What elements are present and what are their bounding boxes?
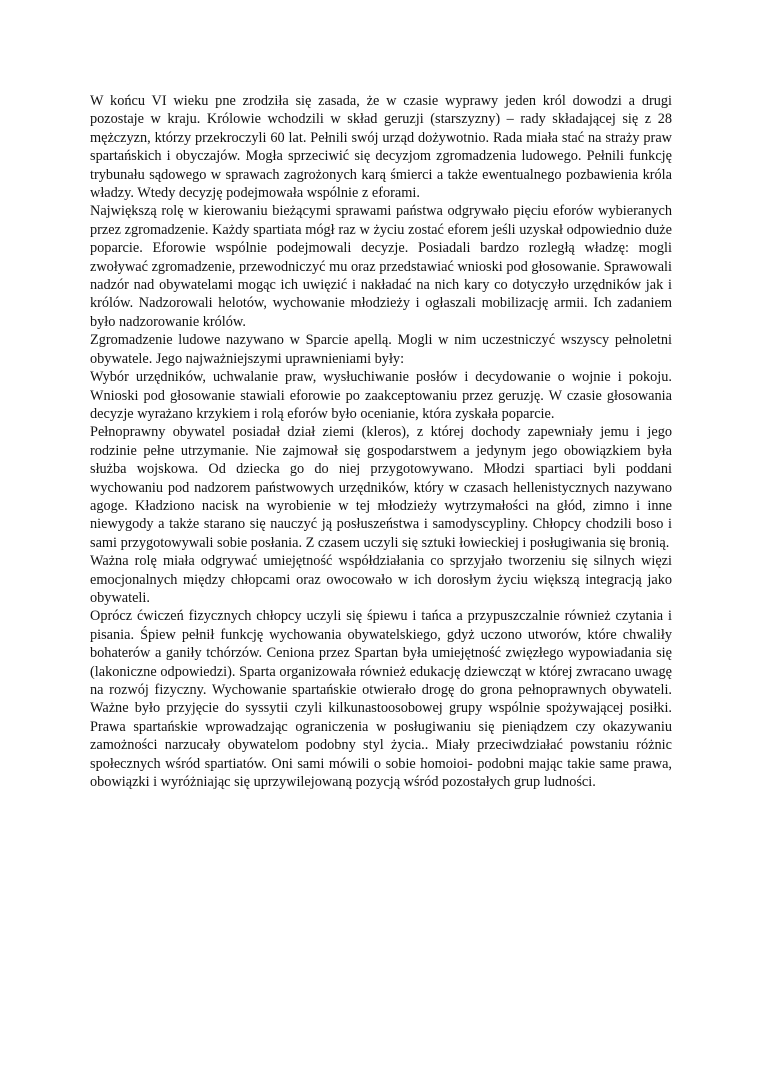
paragraph-kings-geruzja: W końcu VI wieku pne zrodziła się zasada, że w czasie wyprawy jeden król dowodzi a drugi pozostaje w kraju. Królowie wchodzili w skład geruzji (starszyzny) – rady składającej się z 28 mężczyzn, którzy przekroczyli 60 lat. Pełnili swój urząd dożywotnio. Rada miała stać na straży praw spartańskich i obyczajów. Mogła sprzeciwić się decyzjom zgromadzenia ludowego. Pełnili funkcję trybunału sądowego w sprawach zagrożonych karą śmierci a także ewentualnego pozbawienia króla władzy. Wtedy decyzję podejmowała wspólnie z eforami. [90,93,672,202]
paragraph-education-syssitia: Oprócz ćwiczeń fizycznych chłopcy uczyli się śpiewu i tańca a przypuszczalnie również czytania i pisania. Śpiew pełnił funkcję wychowania obywatelskiego, gdyż uczono utworów, które chwaliły bohaterów a ganiły tchórzów. Ceniona przez Spartan była umiejętność zwięzłego wypowiadania się (lakoniczne odpowiedzi). Sparta organizowała również edukację dziewcząt w której zwracano uwagę na rozwój fizyczny. Wychowanie spartańskie otwierało drogę do grona pełnoprawnych obywateli. Ważne było przyjęcie do syssytii czyli kilkunastoosobowej grupy wspólnie spożywającej posiłki. Prawa spartańskie wprowadzając ograniczenia w posługiwaniu się pieniądzem czy okazywaniu zamożności narzucały obywatelom podobny styl życia.. Miały przeciwdziałać powstaniu różnic społecznych wśród spartiatów. Oni sami mówili o sobie homoioi- podobni mając takie same prawa, obowiązki i wyróżniając się uprzywilejowaną pozycją wśród pozostałych grup ludności. [90,608,672,791]
paragraph-citizen-agoge: Pełnoprawny obywatel posiadał dział ziemi (kleros), z której dochody zapewniały jemu i jego rodzinie pełne utrzymanie. Nie zajmował się gospodarstwem a jedynym jego obowiązkiem była służba wojskowa. Od dziecka go do niej przygotowywano. Młodzi spartiaci byli poddani wychowaniu pod nadzorem państwowych urzędników, który w czasach hellenistycznych nazywano agoge. Kładziono nacisk na wyrobienie w tej młodzieży wytrzymałości na głód, zimno i inne niewygody a także starano się nauczyć ją posłuszeństwa i samodyscypliny. Chłopcy chodzili boso i sami przygotowywali sobie posłania. Z czasem uczyli się sztuki łowieckiej i posługiwania się bronią. [90,424,672,551]
paragraph-cooperation: Ważna rolę miała odgrywać umiejętność współdziałania co sprzyjało tworzeniu się silnych więzi emocjonalnych między chłopcami oraz owocowało w ich dorosłym życiu większą integracją jako obywateli. [90,553,672,606]
paragraph-ephors: Największą rolę w kierowaniu bieżącymi sprawami państwa odgrywało pięciu eforów wybieranych przez zgromadzenie. Każdy spartiata mógł raz w życiu zostać eforem jeśli uzyskał odpowiednio duże poparcie. Eforowie wspólnie podejmowali decyzje. Posiadali bardzo rozległą władzę: mogli zwoływać zgromadzenie, przewodniczyć mu oraz przedstawiać wnioski pod głosowanie. Sprawowali nadzór nad obywatelami mogąc ich uwięzić i nakładać na nich kary co dotyczyło urzędników jak i królów. Nadzorowali helotów, wychowanie młodzieży i ogłaszali mobilizację armii. Ich zadaniem było nadzorowanie królów. [90,203,672,330]
paragraph-apella-powers: Wybór urzędników, uchwalanie praw, wysłuchiwanie posłów i decydowanie o wojnie i pokoju. Wnioski pod głosowanie stawiali eforowie po zaakceptowaniu przez geruzję. W czasie głosowania decyzje wyrażano krzykiem i rolą eforów było ocenianie, która zyskała poparcie. [90,369,672,422]
paragraph-apella: Zgromadzenie ludowe nazywano w Sparcie apellą. Mogli w nim uczestniczyć wszyscy pełnoletni obywatele. Jego najważniejszymi uprawnieniami były: [90,332,672,367]
document-page [90,92,672,791]
